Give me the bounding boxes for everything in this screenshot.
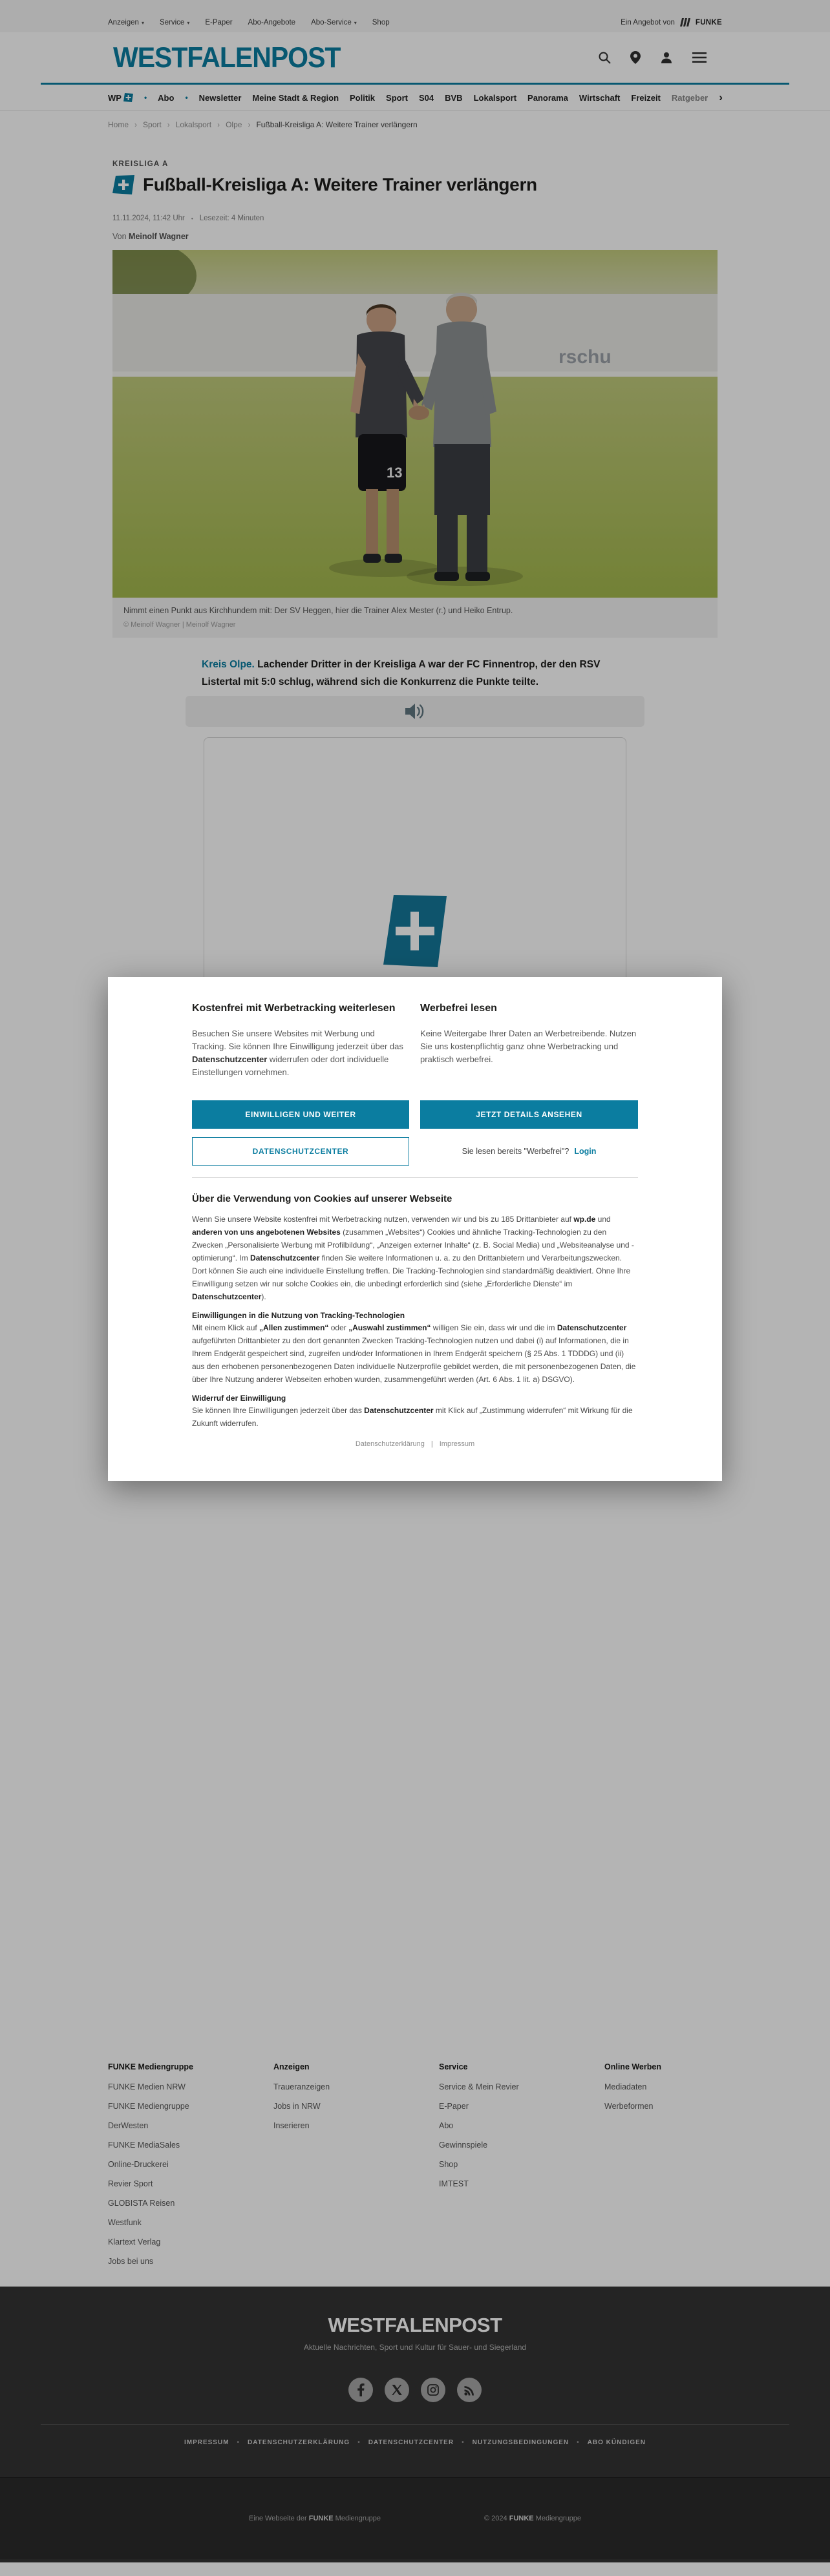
footer-link[interactable]: DerWesten <box>108 2121 149 2130</box>
footer-website-note: Eine Webseite der FUNKE Mediengruppe <box>248 2515 381 2522</box>
footer-column-title: Anzeigen <box>273 2062 310 2071</box>
nav-item-politik[interactable]: Politik <box>350 92 376 103</box>
nav-scroll-right-icon[interactable]: › <box>719 91 723 103</box>
brand-logo[interactable]: WESTFALENPOST <box>113 41 341 74</box>
footer-link[interactable]: Online-Druckerei <box>108 2160 169 2169</box>
footer-tagline: Aktuelle Nachrichten, Sport und Kultur für Sauer- und Siegerland <box>303 2343 527 2352</box>
cookie-subheading-einwilligungen: Einwilligungen in die Nutzung von Tracking-Technologien <box>192 1311 405 1320</box>
breadcrumb-separator: › <box>167 120 170 129</box>
article-title: Fußball-Kreisliga A: Weitere Trainer verlängern <box>143 174 537 194</box>
topbar-abo-service[interactable]: Abo-Service ▾ <box>311 19 357 26</box>
footer-link[interactable]: Westfunk <box>108 2218 142 2227</box>
footer-column-title: Service <box>439 2062 468 2071</box>
photo-credit: © Meinolf Wagner | Meinolf Wagner <box>123 621 236 629</box>
topbar-shop[interactable]: Shop <box>372 19 390 26</box>
nav-item-wirtschaft[interactable]: Wirtschaft <box>579 92 621 103</box>
datenschutzcenter-link[interactable]: Datenschutzcenter <box>364 1406 434 1415</box>
nav-item-meine-stadt[interactable]: Meine Stadt & Region <box>252 92 339 103</box>
footer-link[interactable]: Abo <box>439 2121 454 2130</box>
login-line: Sie lesen bereits "Werbefrei"? Login <box>462 1147 597 1156</box>
article-intro: Kreis Olpe. Lachender Dritter in der Kreisliga A war der FC Finnentrop, der den RSV Listertal mit 5:0 schlug, während sich die Konkurrenz die Punkte teilte. <box>202 659 601 687</box>
footer-link[interactable]: Mediadaten <box>604 2082 647 2091</box>
nav-dot: • <box>185 93 188 102</box>
footer-link[interactable]: Traueranzeigen <box>273 2082 330 2091</box>
consent-privacy-button[interactable]: DATENSCHUTZCENTER <box>192 1137 409 1166</box>
breadcrumb-separator: › <box>134 120 138 129</box>
datenschutzerklaerung-link[interactable]: Datenschutzerklärung <box>355 1440 425 1448</box>
topbar-anzeigen[interactable]: Anzeigen ▾ <box>108 19 144 26</box>
footer-link[interactable]: Shop <box>439 2160 458 2169</box>
photo-background-text: rschu <box>559 346 612 368</box>
nav-item-panorama[interactable]: Panorama <box>527 92 568 103</box>
topbar-epaper[interactable]: E-Paper <box>205 19 233 26</box>
footer-link[interactable]: Inserieren <box>273 2121 310 2130</box>
datenschutzcenter-link[interactable]: Datenschutzcenter <box>192 1054 268 1064</box>
datenschutzcenter-link[interactable]: Datenschutzcenter <box>557 1323 627 1332</box>
nav-dot: • <box>144 93 147 102</box>
legal-datenschutzerklaerung[interactable]: DATENSCHUTZERKLÄRUNG <box>248 2439 350 2446</box>
footer-link[interactable]: Gewinnspiele <box>439 2141 488 2150</box>
login-link[interactable]: Login <box>574 1147 597 1156</box>
footer-link[interactable]: E-Paper <box>439 2102 469 2111</box>
read-time: Lesezeit: 4 Minuten <box>199 215 264 222</box>
footer-link[interactable]: GLOBISTA Reisen <box>108 2199 175 2208</box>
offer-text: Ein Angebot von <box>621 18 675 26</box>
nav-item-newsletter[interactable]: Newsletter <box>198 92 242 103</box>
nav-item-s04[interactable]: S04 <box>418 92 434 103</box>
nav-item-abo[interactable]: Abo <box>158 92 175 103</box>
consent-left-title: Kostenfrei mit Werbetracking weiterlesen <box>192 1003 396 1014</box>
footer-legal-links: IMPRESSUM • DATENSCHUTZERKLÄRUNG • DATENSCHUTZCENTER • NUTZUNGSBEDINGUNGEN • ABO KÜNDIGEN <box>184 2439 646 2446</box>
consent-accept-button[interactable]: EINWILLIGEN UND WEITER <box>192 1100 409 1129</box>
chevron-down-icon: ▾ <box>187 19 190 26</box>
breadcrumb-separator: › <box>217 120 220 129</box>
consent-right-title: Werbefrei lesen <box>420 1003 497 1014</box>
footer-link[interactable]: Revier Sport <box>108 2179 153 2188</box>
cookie-section-title: Über die Verwendung von Cookies auf unserer Webseite <box>192 1193 452 1204</box>
nav-item-freizeit[interactable]: Freizeit <box>631 92 661 103</box>
author-link[interactable]: Meinolf Wagner <box>129 232 189 241</box>
photo-caption: Nimmt einen Punkt aus Kirchhundem mit: Der SV Heggen, hier die Trainer Alex Mester (r.) und Heiko Entrup. <box>123 606 513 615</box>
footer-link[interactable]: Jobs in NRW <box>273 2102 321 2111</box>
chevron-down-icon: ▾ <box>354 19 357 26</box>
footer-link[interactable]: FUNKE Medien NRW <box>108 2082 186 2091</box>
footer-link[interactable]: Klartext Verlag <box>108 2237 161 2246</box>
breadcrumb-current: Fußball-Kreisliga A: Weitere Trainer verlängern <box>256 120 418 129</box>
consent-right-text: Keine Weitergabe Ihrer Daten an Werbetreibende. Nutzen Sie uns kostenpflichtig ganz ohne Werbetracking und praktisch werbefrei. <box>420 1029 637 1064</box>
nav-item-lokalsport[interactable]: Lokalsport <box>473 92 517 103</box>
consent-details-button[interactable]: JETZT DETAILS ANSEHEN <box>420 1100 638 1129</box>
datenschutzcenter-link[interactable]: Datenschutzcenter <box>250 1253 320 1262</box>
intro-location: Kreis Olpe. <box>202 659 255 670</box>
article-kicker: KREISLIGA A <box>112 160 169 168</box>
consent-left-text: Besuchen Sie unsere Websites mit Werbung und Tracking. Sie können Ihre Einwilligung jederzeit über das Datenschutzcenter widerrufen oder dort individuelle Einstellungen vornehmen. <box>192 1029 403 1077</box>
datenschutzcenter-link[interactable]: Datenschutzcenter <box>192 1292 262 1301</box>
legal-nutzungsbedingungen[interactable]: NUTZUNGSBEDINGUNGEN <box>472 2439 569 2446</box>
impressum-link[interactable]: Impressum <box>439 1440 475 1448</box>
legal-abo-kuendigen[interactable]: ABO KÜNDIGEN <box>587 2439 646 2446</box>
breadcrumb-lokalsport[interactable]: Lokalsport <box>175 120 212 129</box>
footer-link[interactable]: Jobs bei uns <box>108 2257 154 2266</box>
breadcrumb-olpe[interactable]: Olpe <box>226 120 242 129</box>
footer-column-title: FUNKE Mediengruppe <box>108 2062 193 2071</box>
consent-divider <box>192 1177 638 1178</box>
meta-separator: • <box>191 215 193 222</box>
cookie-subheading-widerruf: Widerruf der Einwilligung <box>192 1394 286 1403</box>
breadcrumb-separator: › <box>248 120 251 129</box>
cookie-paragraph-1: Wenn Sie unsere Website kostenfrei mit Werbetracking nutzen, verwenden wir und bis zu 185 Drittanbieter auf wp.de und anderen von uns angebotenen Websites (zusammen „Websites“) Cookies und ähnliche Tracking-Technologien zu den Zwecken „Personalisierte Werbung mit Profilbildung“, „Anzeigen externer Inhalte“ (z. B. Social Media) und „Websiteanalyse und -optimierung“. Im Datenschutzcenter finden Sie weitere Informationen u. a. zu den Drittanbietern und Verarbeitungszwecken. Dort können Sie auch eine individuelle Einstellung treffen. Die Tracking-Technologien sind standardmäßig deaktiviert. Ohne Ihre Einwilligung setzen wir nur solche Cookies ein, die unbedingt erforderlich sind (siehe „Erforderliche Dienste“ im Datenschutzcenter). <box>192 1215 634 1301</box>
topbar-abo-angebote[interactable]: Abo-Angebote <box>248 19 296 26</box>
legal-datenschutzcenter[interactable]: DATENSCHUTZCENTER <box>368 2439 454 2446</box>
cookie-paragraph-3: Sie können Ihre Einwilligungen jederzeit über das Datenschutzcenter mit Klick auf „Zustimmung widerrufen“ mit Wirkung für die Zukunft widerrufen. <box>192 1406 633 1428</box>
footer-link[interactable]: Service & Mein Revier <box>439 2082 519 2091</box>
publish-date: 11.11.2024, 11:42 Uhr <box>112 215 185 222</box>
footer-link[interactable]: FUNKE MediaSales <box>108 2141 180 2150</box>
byline: Von Meinolf Wagner <box>112 232 189 241</box>
footer-link[interactable]: Werbeformen <box>604 2102 654 2111</box>
jersey-number: 13 <box>387 465 403 481</box>
cookie-paragraph-2: Mit einem Klick auf „Allen zustimmen“ oder „Auswahl zustimmen“ willigen Sie ein, dass wir und die im Datenschutzcenter aufgeführten Drittanbieter zu den dort genannten Zwecken Tracking-Technologien nutzen und dabei (i) auf Informationen, die in Ihrem Endgerät gespeichert sind, zugreifen und/oder Informationen in Ihrem Endgerät speichern (§ 25 Abs. 1 TDDDG) und (ii) aus den erhobenen personenbezogenen Daten individuelle Nutzerprofile gebildet werden, die mit personenbezogenen Daten, die über Ihre Nutzung anderer Webseiten erhoben wurden, zusammengeführt werden (Art. 6 Abs. 1 lit. a) DSGVO). <box>192 1323 636 1384</box>
nav-item-sport[interactable]: Sport <box>386 92 408 103</box>
legal-impressum[interactable]: IMPRESSUM <box>184 2439 229 2446</box>
chevron-down-icon: ▾ <box>141 19 144 26</box>
consent-footer-links: Datenschutzerklärung | Impressum <box>355 1440 475 1448</box>
footer-column-title: Online Werben <box>604 2062 661 2071</box>
footer-copyright: © 2024 FUNKE Mediengruppe <box>484 2515 581 2522</box>
wp-label: WP <box>108 92 122 103</box>
nav-item-bvb[interactable]: BVB <box>445 92 463 103</box>
consent-dialog <box>108 977 722 1481</box>
footer-link[interactable]: FUNKE Mediengruppe <box>108 2102 189 2111</box>
nav-item-ratgeber[interactable]: Ratgeber <box>671 92 708 103</box>
breadcrumb-home[interactable]: Home <box>108 120 129 129</box>
breadcrumb-sport[interactable]: Sport <box>143 120 162 129</box>
funke-wordmark: FUNKE <box>695 18 722 26</box>
footer-link[interactable]: IMTEST <box>439 2179 469 2188</box>
topbar-service[interactable]: Service ▾ <box>159 19 190 26</box>
footer-brand-logo: WESTFALENPOST <box>328 2314 502 2336</box>
